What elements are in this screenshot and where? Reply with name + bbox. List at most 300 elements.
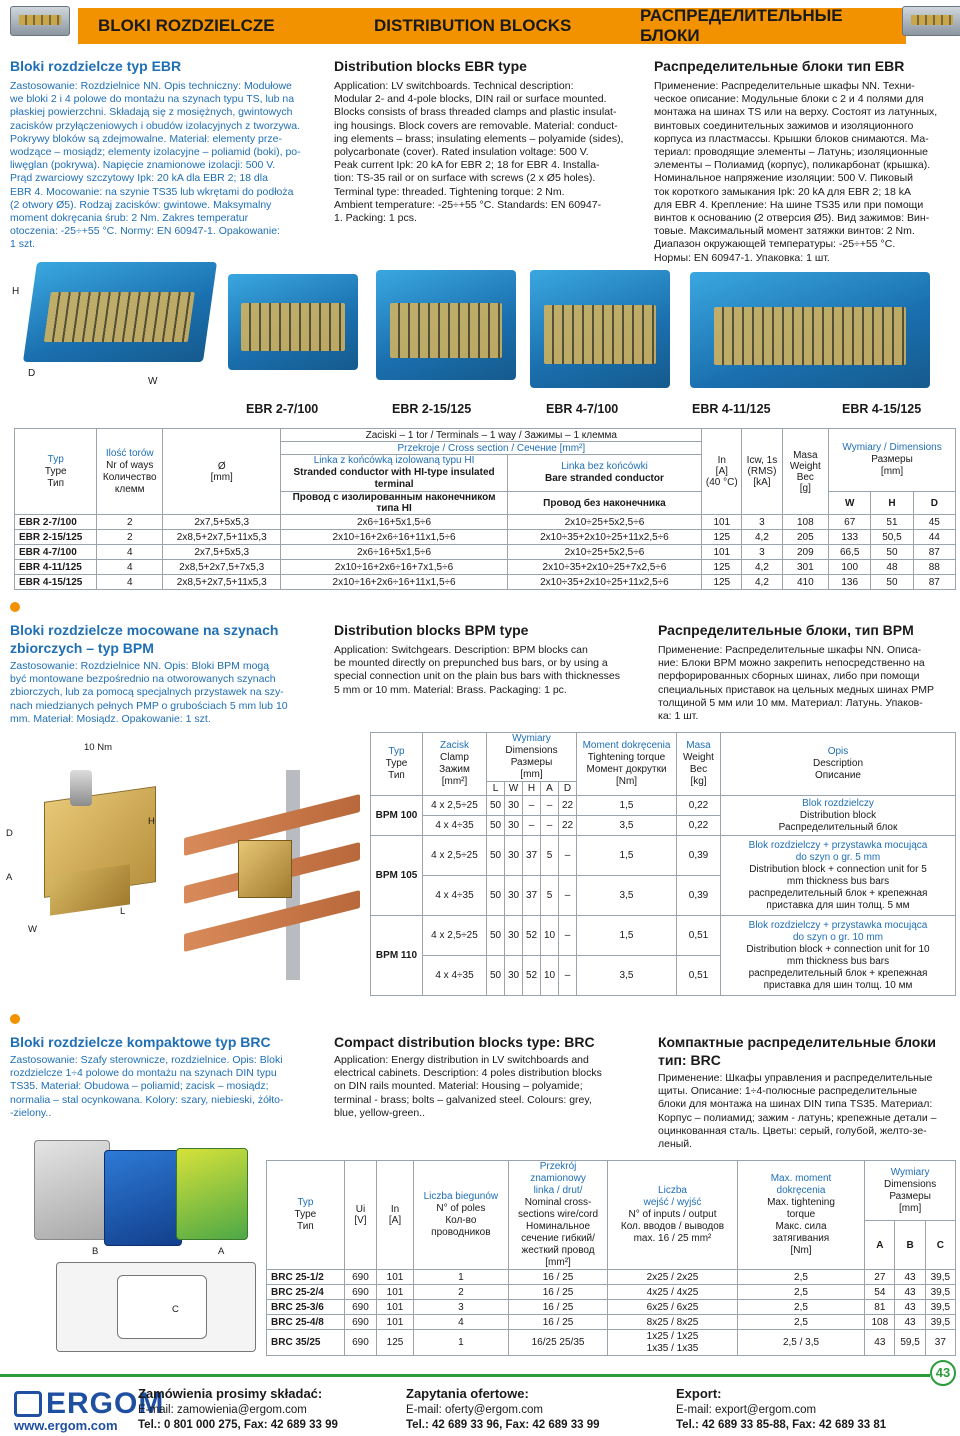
text-line: 1 szt. — [10, 238, 36, 251]
table-row — [371, 836, 956, 876]
table-cell: 101 — [702, 515, 742, 530]
text-line: mm thickness bus bars — [786, 955, 890, 967]
ebr-th-h: H — [871, 492, 913, 515]
text-line: Корпус – полиамид; зажим - латунь; крепежные детали – — [658, 1111, 937, 1124]
ebr-title-ru: Распределительные блоки тип EBR — [654, 58, 905, 74]
text-line: we bloki 2 i 4 polowe do montażu na szynach typu TS, lub na — [10, 93, 295, 106]
table-cell: 136 — [829, 575, 871, 590]
table-cell: 108 — [782, 515, 829, 530]
text-line: EBR 4. Mocowanie: na szynie TS35 lub wkrętami do podłoża — [10, 185, 294, 198]
table-row — [267, 1330, 956, 1356]
ebr-product-image-1 — [23, 262, 217, 362]
export-title: Export: — [676, 1386, 722, 1401]
bpm-description-cell — [721, 796, 956, 836]
bpm-th-clamp: Zacisk Clamp Зажим [mm²] — [423, 733, 487, 796]
table-cell: 39,5 — [925, 1315, 955, 1330]
text-line: on DIN rails mounted. Material: Housing – polyamide; — [334, 1080, 583, 1093]
ebr-product-label-3: EBR 4-7/100 — [546, 402, 619, 416]
table-cell: 2x10÷16+2x6÷16+11x1,5÷6 — [281, 575, 507, 590]
text-line: moment dokręcania śrub: 2 Nm. Zakres temperatur — [10, 212, 249, 225]
table-cell: 690 — [344, 1285, 376, 1300]
table-cell: 39,5 — [925, 1285, 955, 1300]
text-line: zacisków przyłączeniowych i obudów izolacyjnych z tworzywa. — [10, 119, 301, 132]
ebr-product-label-4: EBR 4-11/125 — [692, 402, 771, 416]
table-cell: 37 — [523, 836, 541, 876]
bpm-label-l: L — [120, 906, 126, 917]
bpm-description-cell — [721, 836, 956, 916]
table-cell: 16 / 25 — [508, 1270, 607, 1285]
brc-label-b: B — [92, 1246, 99, 1257]
brc-table — [266, 1160, 956, 1356]
table-cell: 690 — [344, 1270, 376, 1285]
brc-title-ru-1: Компактные распределительные блоки — [658, 1034, 936, 1050]
text-line: Применение: Распределительные шкафы NN. Описа- — [658, 644, 922, 656]
table-cell: 43 — [895, 1270, 925, 1285]
table-cell: 50 — [487, 916, 505, 956]
table-cell: 1,5 — [577, 836, 677, 876]
orders-email[interactable]: E-mail: zamowienia@ergom.com — [138, 1404, 307, 1416]
table-cell: 50 — [487, 796, 505, 816]
table-cell: 4 — [97, 560, 163, 575]
brc-th-ui: Ui [V] — [344, 1161, 376, 1270]
ebr-th-mass: Masa Weight Вес [g] — [782, 429, 829, 515]
text-line: леный. — [658, 1138, 693, 1151]
text-line: Application: LV switchboards. Technical description: — [334, 80, 574, 92]
table-row — [267, 1270, 956, 1285]
table-cell: 44 — [913, 530, 955, 545]
table-cell: – — [523, 816, 541, 836]
ebr-th-cross: Przekroje / Cross section / Сечение [mm²] — [281, 442, 702, 455]
table-cell: 410 — [782, 575, 829, 590]
table-cell: 51 — [871, 515, 913, 530]
text-line: ing elements – brass; insulating elements – polyamide (sides), — [334, 132, 624, 145]
ergom-logo: ERGOM — [14, 1386, 164, 1421]
ebr-table — [14, 428, 956, 590]
ebr-product-label-2: EBR 2-15/125 — [392, 402, 472, 416]
text-line: ние: Блоки BPM можно закрепить непосредственно на — [658, 657, 925, 670]
table-cell: 4 — [97, 545, 163, 560]
brc-th-type: Typ Type Тип — [267, 1161, 345, 1270]
bpm-title-ru: Распределительные блоки, тип BPM — [658, 622, 914, 638]
text-line: элементы – Полиамид (корпус), поликарбонат (крышка). — [654, 159, 931, 172]
text-line: Номинальное напряжение изоляции: 500 V. Пиковый — [654, 172, 913, 185]
ebr-th-d: D — [913, 492, 955, 515]
bpm-th-w: W — [505, 782, 523, 796]
text-line: Distribution block + connection unit for 5 — [749, 863, 927, 875]
bpm-th-torque: Moment dokręcenia Tightening torque Момент докрутки [Nm] — [577, 733, 677, 796]
bpm-label-torque: 10 Nm — [84, 742, 112, 753]
text-line: 1x25 / 1x25 — [646, 1330, 699, 1342]
text-line: Blok rozdzielczy — [802, 797, 874, 809]
table-cell: 125 — [702, 560, 742, 575]
table-cell: – — [559, 876, 577, 916]
table-cell: 4 x 4÷35 — [423, 876, 487, 916]
text-line: распределительный блок + крепежная — [748, 887, 928, 899]
orders-title: Zamówienia prosimy składać: — [138, 1386, 323, 1401]
table-cell: – — [559, 916, 577, 956]
table-cell: 2x10÷25+5x2,5÷6 — [507, 515, 702, 530]
bpm-th-d: D — [559, 782, 577, 796]
table-cell: 59,5 — [895, 1330, 925, 1356]
brc-label-a: A — [218, 1246, 225, 1257]
page-number: 43 — [930, 1360, 956, 1386]
text-line: Применение: Распределительные шкафы NN. Техни- — [654, 80, 915, 92]
table-cell: 100 — [829, 560, 871, 575]
table-cell: 2 — [413, 1285, 508, 1300]
table-cell: 2x10÷16+2x6÷16+7x1,5÷6 — [281, 560, 507, 575]
text-line: оцинкованная сталь. Цветы: серый, голубой, желто-зе- — [658, 1124, 927, 1137]
text-line: Pokrywy bloków są zdejmowalne. Materiał: elementy prze- — [10, 132, 282, 145]
table-cell: 87 — [913, 575, 955, 590]
text-line: Распределительный блок — [778, 821, 898, 833]
table-cell: 22 — [559, 816, 577, 836]
text-line: Zastosowanie: Rozdzielnice NN. Opis: Bloki BPM mogą — [10, 660, 270, 672]
table-cell: 22 — [559, 796, 577, 816]
table-cell: 81 — [865, 1300, 895, 1315]
text-line: mm. Materiał: Mosiądz. Opakowanie: 1 szt. — [10, 712, 211, 725]
text-line: be mounted directly on prepunched bus bars, or by using a — [334, 657, 608, 670]
bpm-th-type: Typ Type Тип — [371, 733, 423, 796]
text-line: 1x35 / 1x35 — [646, 1342, 699, 1354]
ebr-th-icw: Icw, 1s (RMS) [kA] — [742, 429, 782, 515]
ebr-th-type: Typ Type Тип — [15, 429, 97, 515]
table-cell: 1,5 — [577, 796, 677, 816]
ebr-desc-ru — [654, 80, 954, 265]
table-cell: 50 — [871, 575, 913, 590]
table-cell: 101 — [702, 545, 742, 560]
text-line: polycarbonate (cover). Rated insulation voltage: 500 V. — [334, 146, 589, 159]
brc-product-blue — [104, 1150, 182, 1246]
table-row — [15, 545, 956, 560]
text-line: Blok rozdzielczy + przystawka mocująca — [748, 919, 928, 931]
brc-th-torque: Max. moment dokręcenia Max. tightening torque Макс. сила затягивания [Nm] — [737, 1161, 864, 1270]
bpm-label-w: W — [28, 924, 37, 935]
table-cell: 3 — [413, 1300, 508, 1315]
table-cell: 690 — [344, 1300, 376, 1315]
footer-url[interactable]: www.ergom.com — [14, 1418, 118, 1433]
table-cell: 3,5 — [577, 876, 677, 916]
orders-tel: Tel.: 0 801 000 275, Fax: 42 689 33 99 — [138, 1419, 338, 1431]
ebr-dim-w: W — [148, 376, 158, 387]
table-cell: 1 — [413, 1270, 508, 1285]
ebr-th-in: In [A] (40 °C) — [702, 429, 742, 515]
brc-th-cross: Przekrój znamionowy linka / drut/ Nominal cross- sections wire/cord Номинальное сечение гибкий/ жесткий провод [mm²] — [508, 1161, 607, 1270]
table-cell: 3,5 — [577, 956, 677, 996]
ebr-product-label-1: EBR 2-7/100 — [246, 402, 319, 416]
text-line: blue, yellow-green.. — [334, 1106, 426, 1119]
bpm-th-a: A — [541, 782, 559, 796]
text-line: монтажа на шинах TS или на верху. Состоят из латунных, — [654, 106, 938, 119]
text-line: rozdzielcze 1÷4 polowe do montażu na szynach DIN typu — [10, 1067, 277, 1080]
bpm-th-desc: Opis Description Описание — [721, 733, 956, 796]
table-cell: 16/25 25/35 — [508, 1330, 607, 1356]
table-cell: 0,22 — [677, 796, 721, 816]
text-line: специальных приставок на цельных медных шинах PMP — [658, 683, 934, 696]
text-line: ing housings. Block covers are removable. Material: conduct- — [334, 119, 618, 132]
table-cell: EBR 4-7/100 — [15, 545, 97, 560]
text-line: Application: Switchgears. Description: BPM blocks can — [334, 644, 588, 656]
text-line: zbiorczych, lub za pomocą specjalnych przystawek na szy- — [10, 686, 284, 699]
footer-export — [676, 1386, 886, 1433]
text-line: electrical cabinets. Description: 4 poles distribution blocks — [334, 1067, 602, 1080]
table-cell: 43 — [895, 1300, 925, 1315]
footer-divider — [0, 1374, 930, 1377]
section-marker-bpm — [10, 602, 20, 612]
export-email[interactable]: E-mail: export@ergom.com — [676, 1404, 817, 1416]
table-cell: 30 — [505, 956, 523, 996]
table-row — [15, 515, 956, 530]
table-cell: 2x7,5+5x5,3 — [163, 515, 281, 530]
table-cell: 2x10÷35+2x10÷25+11x2,5÷6 — [507, 530, 702, 545]
text-line: териал: проводящие элементы – Латунь; изоляционные — [654, 146, 928, 159]
table-cell: 4,2 — [742, 575, 782, 590]
table-cell: 5 — [541, 836, 559, 876]
table-cell: 3,5 — [577, 816, 677, 836]
text-line: special connection unit on the plain bus bars with thicknesses — [334, 670, 621, 683]
table-cell: 2 — [97, 515, 163, 530]
brc-th-a: A — [865, 1221, 895, 1270]
text-line: mm thickness bus bars — [786, 875, 890, 887]
brc-product-grey — [34, 1140, 110, 1240]
text-line: винтовых соединительных зажимов и изоляционного — [654, 119, 914, 132]
table-cell: 4,2 — [742, 530, 782, 545]
text-line: do szyn o gr. 5 mm — [795, 851, 881, 863]
table-cell: 101 — [377, 1315, 414, 1330]
table-cell: 30 — [505, 816, 523, 836]
brc-th-poles: Liczba biegunów N° of poles Кол-во проводников — [413, 1161, 508, 1270]
brc-product-yellow-green — [176, 1148, 248, 1240]
table-cell: 50 — [487, 956, 505, 996]
table-row — [15, 560, 956, 575]
table-cell: 101 — [377, 1270, 414, 1285]
table-cell: – — [541, 816, 559, 836]
brc-title-ru-2: тип: BRC — [658, 1052, 721, 1068]
brc-th-inout: Liczba wejść / wyjść N° of inputs / output Кол. вводов / выводов max. 16 / 25 mm² — [608, 1161, 738, 1270]
table-cell: – — [559, 836, 577, 876]
bpm-th-mass: Masa Weight Вес [kg] — [677, 733, 721, 796]
ebr-desc-en — [334, 80, 644, 225]
table-cell: 39,5 — [925, 1300, 955, 1315]
table-cell: 6x25 / 6x25 — [608, 1300, 738, 1315]
table-cell: EBR 4-11/125 — [15, 560, 97, 575]
brc-desc-en — [334, 1054, 644, 1120]
ebr-th-hi-ru: Провод с изолированным наконечником типа HI — [281, 492, 507, 515]
table-cell: 4,2 — [742, 560, 782, 575]
ebr-th-terminals: Zaciski – 1 tor / Terminals – 1 way / Зажимы – 1 клемма — [281, 429, 702, 442]
text-line: Application: Energy distribution in LV switchboards and — [334, 1054, 589, 1066]
table-cell: 125 — [702, 575, 742, 590]
table-cell: 43 — [895, 1315, 925, 1330]
table-cell: 4 x 2,5÷25 — [423, 916, 487, 956]
table-cell: 0,39 — [677, 836, 721, 876]
table-cell: 88 — [913, 560, 955, 575]
table-cell: 2x10÷35+2x10÷25+7x2,5÷6 — [507, 560, 702, 575]
ebr-dim-d: D — [28, 368, 36, 379]
bpm-title-pl-2: zbiorczych – typ BPM — [10, 640, 154, 656]
table-cell: 1 — [413, 1330, 508, 1356]
bpm-label-d: D — [6, 828, 13, 839]
table-cell: 27 — [865, 1270, 895, 1285]
text-line: Prąd zwarciowy szczytowy Ipk: 20 kA dla EBR 2; 18 dla — [10, 172, 268, 185]
text-line: товые. Максимальный момент затяжки винтов: 2 Nm. — [654, 225, 915, 238]
ebr-product-image-2 — [228, 274, 358, 370]
footer-offers — [406, 1386, 600, 1433]
table-cell: BPM 110 — [371, 916, 423, 996]
brc-label-c: C — [172, 1304, 179, 1315]
text-line: nach miedzianych pełnych PMP o grubościach 5 mm lub 10 — [10, 699, 288, 712]
text-line: Blocks consists of brass threaded clamps and plastic insulat- — [334, 106, 617, 119]
text-line: Distribution block — [799, 809, 877, 821]
table-cell: 108 — [865, 1315, 895, 1330]
text-line: płaskiej powierzchni. Składają się z mosiężnych, gwintowych — [10, 106, 293, 119]
table-cell: 39,5 — [925, 1270, 955, 1285]
table-cell: 2x6÷16+5x1,5÷6 — [281, 545, 507, 560]
text-line: 1. Packing: 1 pcs. — [334, 212, 417, 225]
bpm-th-l: L — [487, 782, 505, 796]
table-cell: BRC 25-4/8 — [267, 1315, 345, 1330]
text-line: normalia – stal ocynkowana. Kolory: szary, niebieski, żółto- — [10, 1093, 284, 1106]
brc-th-b: B — [895, 1221, 925, 1270]
text-line: -zielony.. — [10, 1106, 52, 1119]
table-cell: – — [541, 796, 559, 816]
table-cell: 3 — [742, 515, 782, 530]
text-line: приставка для шин толщ. 5 мм — [766, 899, 910, 911]
ebr-th-w: W — [829, 492, 871, 515]
table-cell: 0,39 — [677, 876, 721, 916]
table-cell: 8x25 / 8x25 — [608, 1315, 738, 1330]
table-cell: 301 — [782, 560, 829, 575]
ebr-product-image-5 — [690, 272, 930, 388]
table-cell: 2x10÷35+2x10÷25+11x2,5÷6 — [507, 575, 702, 590]
text-line: ческое описание: Модульные блоки с 2 и 4 полями для — [654, 93, 924, 106]
table-row — [267, 1300, 956, 1315]
offers-tel: Tel.: 42 689 33 96, Fax: 42 689 33 99 — [406, 1419, 600, 1431]
table-cell: 2 — [97, 530, 163, 545]
table-cell: 30 — [505, 916, 523, 956]
text-line: Terminal type: threaded. Tightening torque: 2 Nm. — [334, 185, 565, 198]
table-cell: BRC 25-3/6 — [267, 1300, 345, 1315]
table-cell: 50 — [487, 816, 505, 836]
table-cell: 43 — [865, 1330, 895, 1356]
header-product-icon-left — [10, 6, 70, 36]
bpm-product-drawing — [20, 750, 170, 930]
table-row — [15, 530, 956, 545]
export-tel: Tel.: 42 689 33 85-88, Fax: 42 689 33 81 — [676, 1419, 887, 1431]
table-cell: 16 / 25 — [508, 1315, 607, 1330]
text-line: otoczenia: -25÷+55 °C. Normy: EN 60947-1. Opakowanie: — [10, 225, 280, 238]
text-line: блоки для монтажа на шинах DIN типа TS35. Материал: — [658, 1098, 933, 1111]
bpm-table — [370, 732, 956, 996]
table-cell: BPM 100 — [371, 796, 423, 836]
table-cell: 101 — [377, 1300, 414, 1315]
text-line: Distribution block + connection unit for 10 — [746, 943, 930, 955]
offers-email[interactable]: E-mail: oferty@ergom.com — [406, 1404, 543, 1416]
table-cell: 37 — [925, 1330, 955, 1356]
table-cell: 2x10÷25+5x2,5÷6 — [507, 545, 702, 560]
table-cell: BPM 105 — [371, 836, 423, 916]
table-cell: 50 — [487, 836, 505, 876]
table-cell: 4x25 / 4x25 — [608, 1285, 738, 1300]
table-cell: 101 — [377, 1285, 414, 1300]
header-bar — [78, 8, 906, 44]
table-cell: 2x6÷16+5x1,5÷6 — [281, 515, 507, 530]
brc-th-c: C — [925, 1221, 955, 1270]
header-title-ru: РАСПРЕДЕЛИТЕЛЬНЫЕ БЛОКИ — [640, 6, 843, 45]
table-cell: 1,5 — [577, 916, 677, 956]
table-cell: 67 — [829, 515, 871, 530]
table-cell: 4 x 2,5÷25 — [423, 836, 487, 876]
footer-orders — [138, 1386, 338, 1433]
text-line: być montowane bezpośrednio na otworowanych szynach — [10, 673, 276, 686]
table-cell: – — [523, 796, 541, 816]
ebr-th-hi: Linka z końcówką izolowaną typu HI Stranded conductor with HI-type insulated terminal — [281, 455, 507, 492]
table-cell: 30 — [505, 876, 523, 916]
text-line: Zastosowanie: Rozdzielnice NN. Opis techniczny: Modułowe — [10, 80, 292, 92]
brc-th-dims: Wymiary Dimensions Размеры [mm] — [865, 1161, 956, 1221]
table-cell: 2,5 — [737, 1270, 864, 1285]
bpm-description-cell — [721, 916, 956, 996]
table-cell: EBR 4-15/125 — [15, 575, 97, 590]
text-line: Диапазон окружающей температуры: -25÷+55 °C. — [654, 238, 896, 251]
table-cell: 10 — [541, 956, 559, 996]
table-cell: 690 — [344, 1315, 376, 1330]
text-line: liwęglan (pokrywa). Napięcie znamionowe izolacji: 500 V. — [10, 159, 276, 172]
table-row — [371, 916, 956, 956]
ebr-th-dia: Ø [mm] — [163, 429, 281, 515]
text-line: винтов к основанию (2 отверсия Ø5). Вид зажимов: Вин- — [654, 212, 930, 225]
text-line: ток короткого замыкания Ipk: 20 kA для EBR 2; 18 kA — [654, 185, 912, 198]
text-line: wodzące – mosiądz; elementy izolacyjne – poliamid (boki), po- — [10, 146, 301, 159]
brc-title-en: Compact distribution blocks type: BRC — [334, 1034, 595, 1050]
header-product-icon-right — [902, 6, 960, 36]
table-cell: 50,5 — [871, 530, 913, 545]
bpm-th-h: H — [523, 782, 541, 796]
table-cell: 2x8,5+2x7,5+11x5,3 — [163, 575, 281, 590]
table-cell: 209 — [782, 545, 829, 560]
ebr-title-en: Distribution blocks EBR type — [334, 58, 527, 74]
text-line: корпуса из пластмассы. Крышки блоков снимаются. Ма- — [654, 132, 929, 145]
text-line: tion: TS-35 rail or on surface with screws (2 x Ø5 holes). — [334, 172, 596, 185]
text-line: Zastosowanie: Szafy sterownicze, rozdzielnice. Opis: Bloki — [10, 1054, 283, 1066]
table-cell: BRC 25-1/2 — [267, 1270, 345, 1285]
text-line: Blok rozdzielczy + przystawka mocująca — [748, 839, 928, 851]
ebr-title-pl: Bloki rozdzielcze typ EBR — [10, 58, 182, 74]
ebr-dim-h: H — [12, 286, 20, 297]
table-cell: 2x10÷16+2x6÷16+11x1,5÷6 — [281, 530, 507, 545]
table-cell: 4 x 2,5÷25 — [423, 796, 487, 816]
ebr-product-image-3 — [376, 270, 516, 380]
table-cell: 133 — [829, 530, 871, 545]
table-cell: 48 — [871, 560, 913, 575]
brc-desc-pl — [10, 1054, 314, 1120]
text-line: для EBR 4. Крепление: На шине TS35 или при помощи — [654, 198, 924, 211]
section-marker-brc — [10, 1014, 20, 1024]
table-cell: BRC 35/25 — [267, 1330, 345, 1356]
table-cell: 0,51 — [677, 956, 721, 996]
ebr-th-bare-ru: Провод без наконечника — [507, 492, 702, 515]
table-cell: 87 — [913, 545, 955, 560]
table-cell: 66,5 — [829, 545, 871, 560]
table-cell: 2x25 / 2x25 — [608, 1270, 738, 1285]
text-line: распределительный блок + крепежная — [748, 967, 928, 979]
table-cell: 30 — [505, 796, 523, 816]
text-line: приставка для шин толщ. 10 мм — [763, 979, 913, 991]
table-cell: 205 — [782, 530, 829, 545]
table-cell: BRC 25-2/4 — [267, 1285, 345, 1300]
table-cell: 16 / 25 — [508, 1285, 607, 1300]
text-line: (2 otwory Ø5). Rodzaj zacisków: gwintowe. Maksymalny — [10, 198, 272, 211]
table-cell: 50 — [487, 876, 505, 916]
